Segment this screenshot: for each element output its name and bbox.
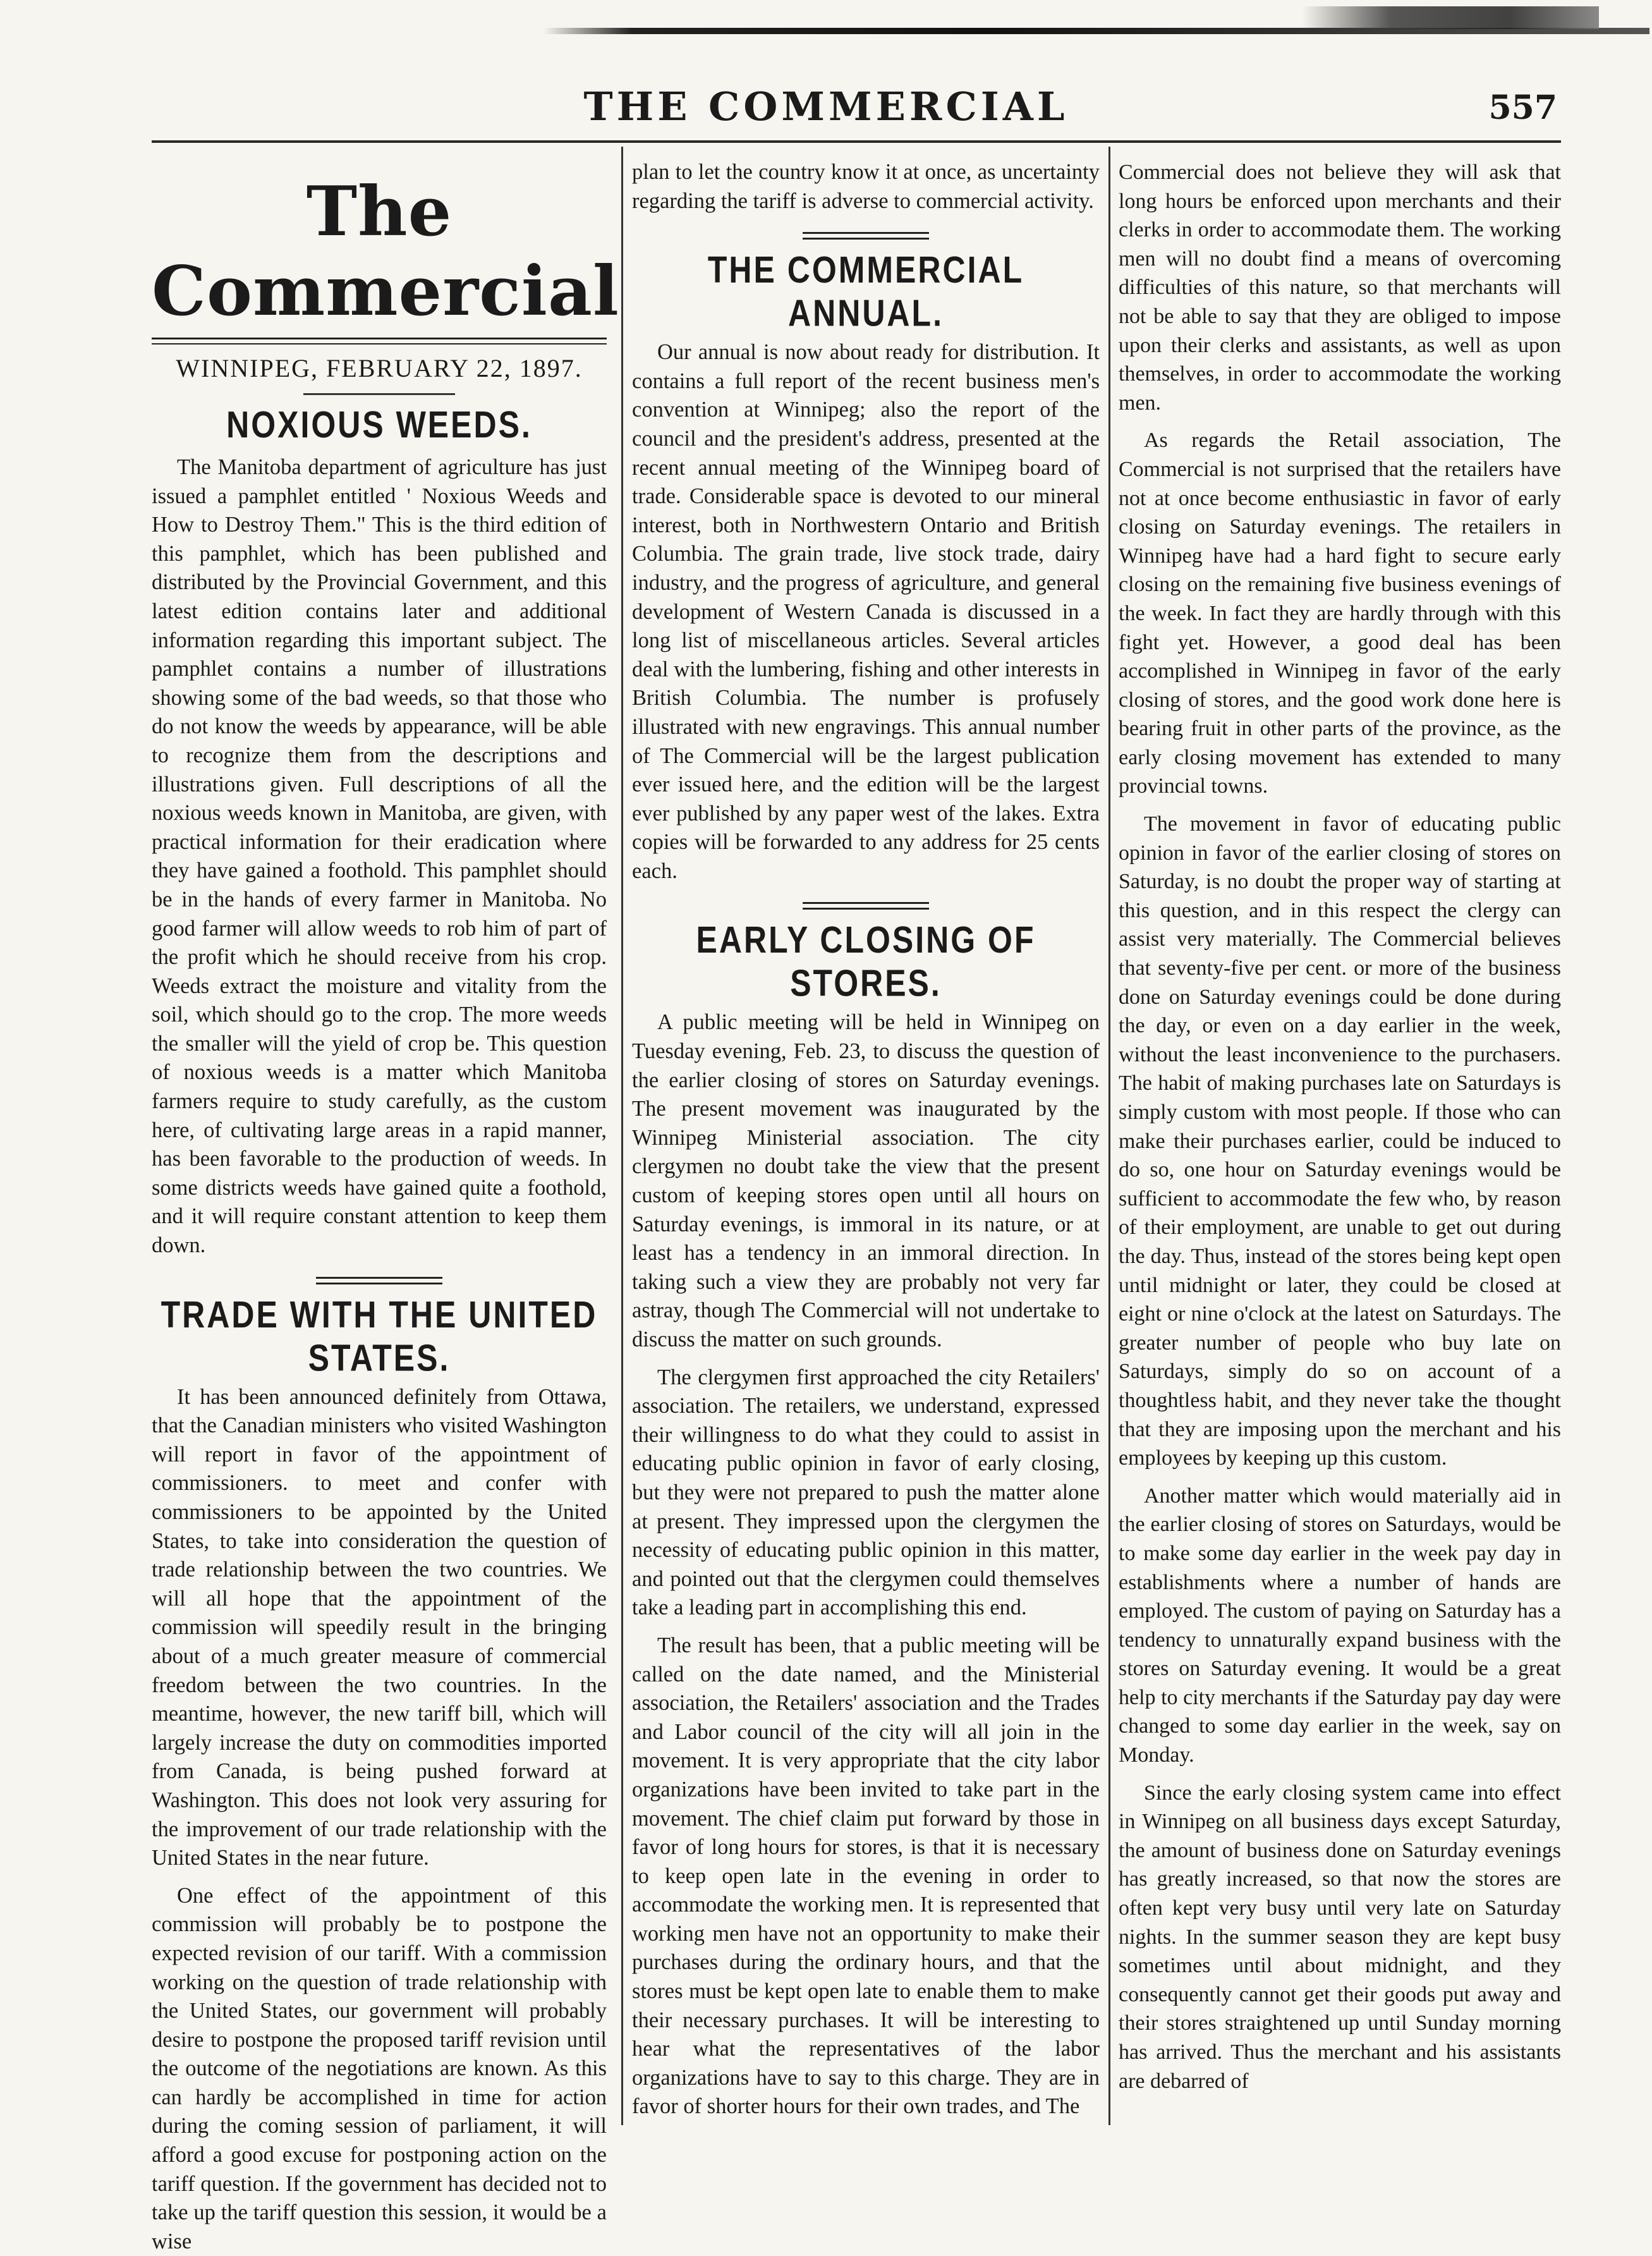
divider [803,232,929,240]
article-paragraph: The Manitoba department of agriculture has just issued a pamphlet entitled ' Noxious Weeds and How to Destroy Them." This is the third edition of this pamphlet, which has been published and distributed by the Provincial Government, and this latest edition contains later and additional information regarding this important subject. The pamphlet contains a number of illustrations showing some of the bad weeds, so that those who do not know the weeds by appearance, will be able to recognize them from the descriptions and illustrations given. Full descriptions of all the noxious weeds known in Manitoba, are given, with practical information for their eradication where they have gained a foothold. This pamphlet should be in the hands of every farmer in Manitoba. No good farmer will allow weeds to rob him of part of the profit which he should receive from his crop. Weeds extract the moisture and vitality from the soil, which should go to the crop. The more weeds the smaller will the yield of crop be. This question of noxious weeds is a matter which Manitoba farmers require to study carefully, as the custom here, of cultivating large areas in a rapid manner, has been favorable to the production of weeds. In some districts weeds have gained quite a foothold, and it will require constant attention to keep them down. [152,455,607,1258]
masthead-title: The Commercial [152,172,619,331]
article-paragraph: Our annual is now about ready for distribution. It contains a full report of the recent business men's convention at Winnipeg; also the report of the council and the president's address, presented at the recent annual meeting of the Winnipeg board of trade. Considerable space is devoted to our mineral interest, both in Northwestern Ontario and British Columbia. The grain trade, live stock trade, dairy industry, and the progress of agriculture, and general development of Western Canada is discussed in a long list of miscellaneous articles. Several articles deal with the lumbering, fishing and other interests in British Columbia. The number is profusely illustrated with new engravings. This annual number of The Commercial will be the largest publication ever issued here, and the edition will be the largest ever published by any paper west of the lakes. Extra copies will be forwarded to any address for 25 cents each. [632,340,1100,883]
column-1 [152,158,619,2253]
article-paragraph: A public meeting will be held in Winnipeg on Tuesday evening, Feb. 23, to discuss the question of the earlier closing of stores on Saturday evenings. The present movement was inaugurated by the Winnipeg Ministerial association. The city clergymen no doubt take the view that the present custom of keeping stores open until all hours on Saturday evenings, is immoral in its nature, or at least has a tendency in an immoral direction. In taking such a view they are probably not very far astray, though The Commercial will not undertake to discuss the matter on such grounds. [632,1010,1100,1351]
divider [303,393,455,395]
article-paragraph: It has been announced definitely from Ottawa, that the Canadian ministers who visited Washington will report in favor of the appointment of commissioners. to meet and confer with commissioners to be appointed by the United States, to take into consideration the question of trade relationship between the two countries. We will all hope that the appointment of the commission will speedily result in the bringing about of a much greater measure of commercial freedom between the two countries. In the meantime, however, the new tariff bill, which will largely increase the duty on commodities imported from Canada, is being pushed forward at Washington. This does not look very assuring for the improvement of our trade relationship with the United States in the near future. [152,1384,607,1870]
dateline: WINNIPEG, FEBRUARY 22, 1897. [176,354,583,382]
article-paragraph: Commercial does not believe they will ask that long hours be enforced upon merchants and their clerks in order to accommodate them. The working men will no doubt find a means of overcoming difficulties of this nature, so that merchants will not be able to say that they are obliged to impose upon their clerks and assistants, as well as upon themselves, in order to accommodate the working men. [1119,161,1561,415]
article-paragraph: The clergymen first approached the city Retailers' association. The retailers, we understand, expressed their willingness to do what they could to assist in educating public opinion in favor of early closing, but they were not prepared to push the matter alone at present. They impressed upon the clergymen the necessity of educating public opinion in this matter, and pointed out that the clergymen could themselves take a leading part in accomplishing this end. [632,1365,1100,1620]
masthead-rule [152,338,607,344]
scan-artifact [1302,6,1599,29]
article-title: THE COMMERCIAL ANNUAL. [707,248,1024,334]
header-rule [152,140,1561,143]
article-paragraph: plan to let the country know it at once, as uncertainty regarding the tariff is adverse to commercial activity. [632,160,1100,213]
page-number: 557 [1488,88,1557,127]
article-title: EARLY CLOSING OF STORES. [696,919,1036,1004]
divider [316,1277,442,1284]
article-paragraph: The movement in favor of educating public opinion in favor of the earlier closing of stores on Saturday, is no doubt the proper way of starting at this question, and in this respect the clergy can assist very materially. The Commercial believes that seventy-five per cent. or more of the business done on Saturday evenings could be done during the day, or even on a day earlier in the week, without the least inconvenience to the purchasers. The habit of making purchases late on Saturdays is simply custom with most people. If those who can make their purchases earlier, could be induced to do so, one hour on Saturday evenings would be sufficient to accommodate the few who, by reason of their employment, are unable to get out during the day. Thus, instead of the stores being kept open until midnight or later, they could be closed at eight or nine o'clock at the latest on Saturdays. The greater number of people who buy late on Saturdays, simply do so on account of a thoughtless habit, and they never take the thought that they are imposing upon the merchant and his employees by keeping up this custom. [1119,812,1561,1470]
running-head: THE COMMERCIAL [583,83,1069,130]
column-2 [632,158,1100,2130]
article-paragraph: The result has been, that a public meeting will be called on the date named, and the Ministerial association, the Retailers' association and the Trades and Labor council of the city will all join in the movement. It is very appropriate that the city labor organizations have been invited to take part in the movement. The chief claim put forward by those in favor of long hours for stores, is that it is necessary to keep open late in the evening in order to accommodate the working men. It is represented that working men have not an opportunity to make their purchases during the ordinary hours, and that the stores must be kept open late to enable them to make their necessary purchases. It will be interesting to hear what the representatives of the labor organizations have to say to this charge. They are in favor of shorter hours for their own trades, and The [632,1633,1100,2119]
column-3 [1119,158,1561,2130]
article-paragraph: Since the early closing system came into effect in Winnipeg on all business days except Saturday, the amount of business done on Saturday evenings has greatly increased, so that now the stores are often kept very busy until very late on Saturday nights. In the summer season they are kept busy sometimes until about midnight, and they consequently cannot get their goods put away and their stores straightened up until Sunday morning has arrived. Thus the merchant and his assistants are debarred of [1119,1781,1561,2093]
article-title: NOXIOUS WEEDS. [226,403,532,446]
divider [803,902,929,910]
column-rule [1108,147,1110,2125]
column-rule [621,147,623,2125]
article-title: TRADE WITH THE UNITED STATES. [161,1293,598,1379]
article-paragraph: Another matter which would materially aid in the earlier closing of stores on Saturdays, would be to make some day earlier in the week pay day in establishments where a number of hands are employed. The custom of paying on Saturday has a tendency to unnaturally expand business with the stores on Saturday evening. It would be a great help to city merchants if the Saturday pay day were changed to some day earlier in the week, say on Monday. [1119,1484,1561,1767]
article-paragraph: One effect of the appointment of this commission will probably be to postpone the expected revision of our tariff. With a commission working on the question of trade relationship with the United States, our government will probably desire to postpone the proposed tariff revision until the outcome of the negotiations are known. As this can hardly be accomplished in time for action during the coming session of parliament, it will afford a good excuse for postponing action on the tariff question. If the government has decided not to take up the tariff question this session, it would be a wise [152,1883,607,2253]
article-paragraph: As regards the Retail association, The Commercial is not surprised that the retailers have not at once become enthusiastic in favor of early closing on Saturday evenings. The retailers in Winnipeg have had a hard fight to secure early closing on the remaining five business evenings of the week. In fact they are hardly through with this fight yet. However, a good deal has been accomplished in Winnipeg in favor of the early closing of stores, and the good work done here is bearing fruit in other parts of the province, as the early closing movement has extended to many provincial towns. [1119,429,1561,798]
